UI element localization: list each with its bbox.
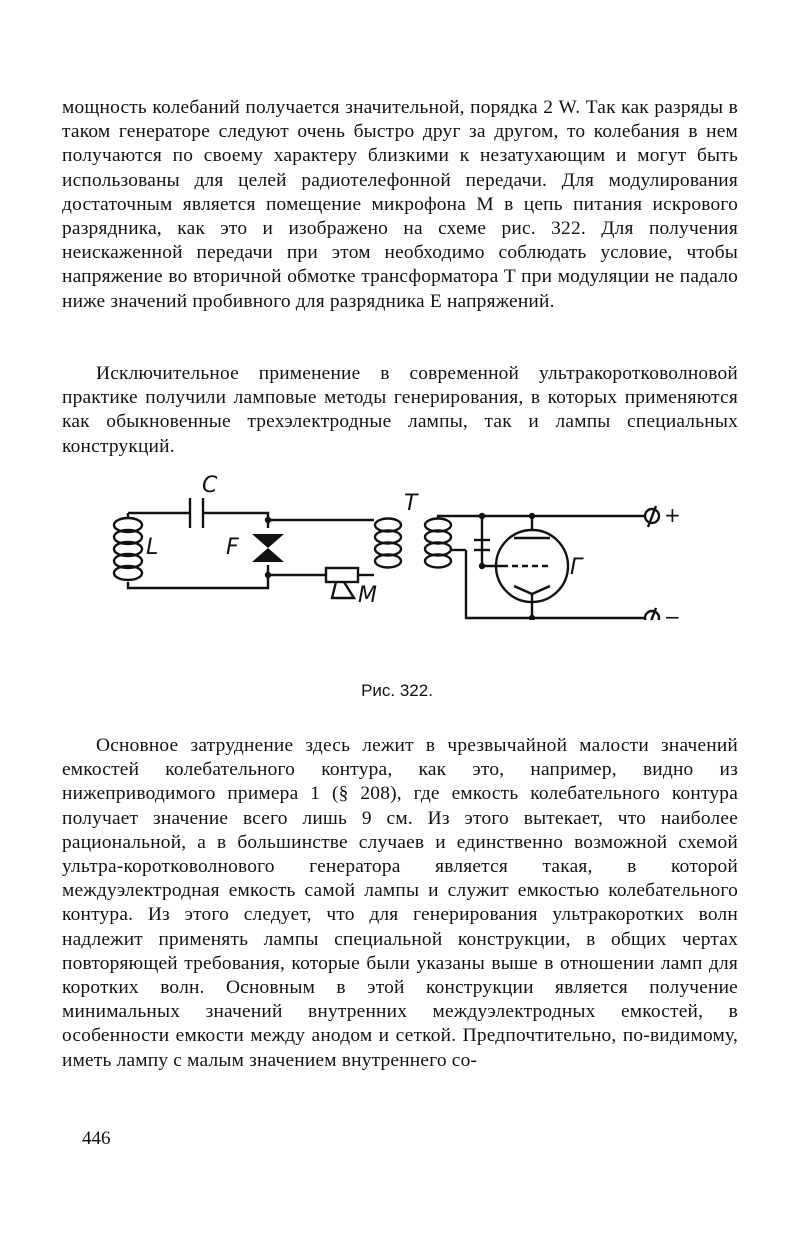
transformer-secondary-coil xyxy=(425,519,451,568)
paragraph-middle-text: Исключительное применение в современной ультракоротковолновой практике получили ламповые методы генерирования, в которых применяются как обыкновенные трехэлектродные лампы, так и лампы специальных конструкций. xyxy=(62,363,738,457)
label-plus: + xyxy=(664,503,681,527)
label-inductor: L xyxy=(146,535,159,560)
paragraph-bottom xyxy=(62,734,738,1073)
paragraph-top-text: мощность колебаний получается значительной, порядка 2 W. Так как разряды в таком генераторе следуют очень быстро друг за другом, то колебания в нем получаются по своему характеру близкими к незатухающим и могут быть использованы для целей радиотелефонной передачи. Для модулирования достаточным является помещение микрофона M в цепь питания искрового разрядника, как это и изображено на схеме рис. 322. Для получения неискаженной передачи при этом необходимо соблюдать условие, чтобы напряжение во вторичной обмотке трансформатора T при модуляции не падало ниже значений пробивного для разрядника E напряжений. xyxy=(62,97,738,312)
label-minus: − xyxy=(664,605,681,620)
inductor-coil xyxy=(114,518,142,580)
wire-to-minus xyxy=(466,550,644,618)
page-number: 446 xyxy=(82,1128,111,1149)
microphone-stand xyxy=(332,582,354,598)
wire-to-plus xyxy=(438,516,644,518)
paragraph-top xyxy=(62,96,738,314)
label-spark-gap: F xyxy=(226,535,239,560)
transformer-primary-coil xyxy=(375,519,401,568)
label-microphone: M xyxy=(358,583,377,608)
label-transformer: T xyxy=(404,491,418,516)
wire-bottom xyxy=(128,565,268,588)
microphone-body xyxy=(326,568,358,582)
figure-caption: Рис. 322. xyxy=(361,681,433,700)
tube-cathode xyxy=(514,586,550,594)
circuit-diagram xyxy=(100,470,700,620)
paragraph-middle xyxy=(62,362,738,459)
circuit-diagram-svg xyxy=(100,470,700,620)
paragraph-bottom-text: Основное затруднение здесь лежит в чрезвычайной малости значений емкостей колебательного контура, как это, например, видно из нижеприводимого примера 1 (§ 208), где емкость колебательного контура получает значение всего лишь 9 см. Из этого вытекает, что наиболее рациональной, а в большинстве случаев и единственно возможной схемой ультра-коротковолнового генератора является такая, в которой междуэлектродная емкость самой лампы и служит емкостью колебательного контура. Из этого следует, что для генерирования ультракоротких волн надлежит применять лампы специальной конструкции, в общих чертах повторяющей требования, которые были указаны выше в отношении ламп для коротких волн. Основным в этой конструкции является получение минимальных значений внутренних междуэлектродных емкостей, в особенности емкости между анодом и сеткой. Предпочтительно, по-видимому, иметь лампу с малым значением внутреннего со- xyxy=(62,735,738,1071)
label-capacitor: C xyxy=(202,473,218,498)
spark-gap xyxy=(252,534,284,562)
wire-top-right xyxy=(203,513,268,528)
label-tube: Г xyxy=(570,555,583,580)
